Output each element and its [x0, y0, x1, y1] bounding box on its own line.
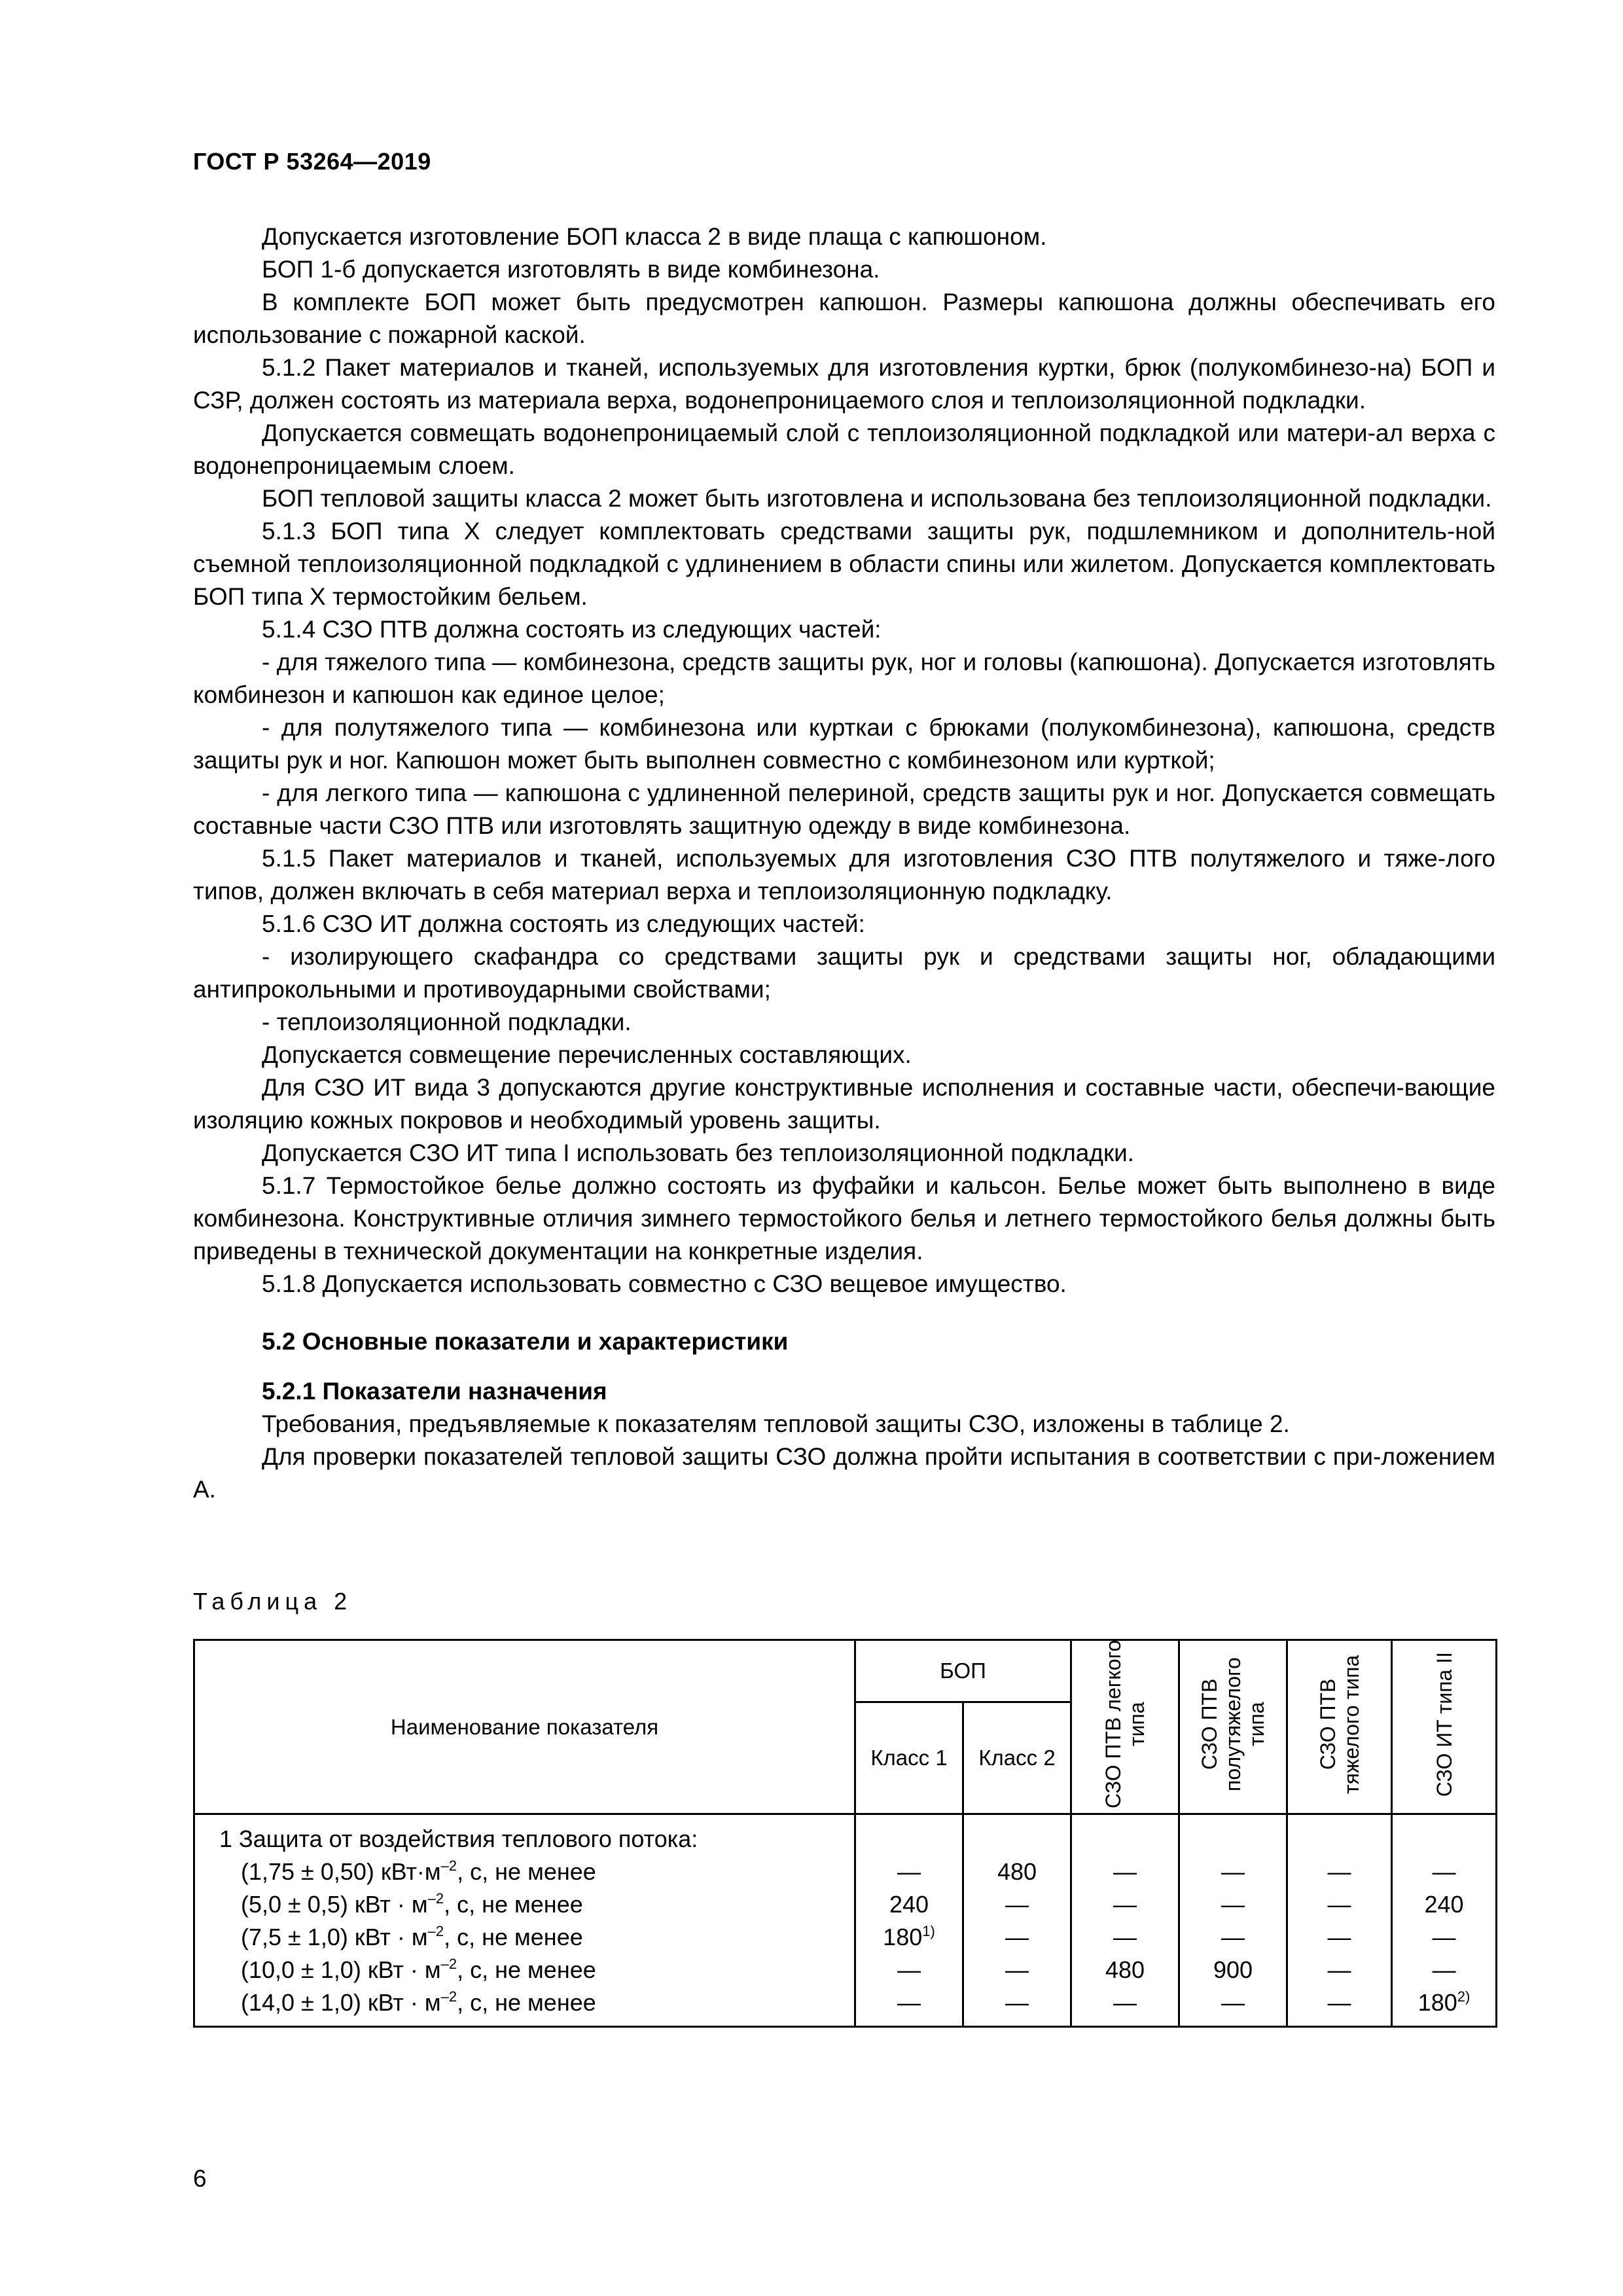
value-cell: —	[1221, 1858, 1245, 1885]
value-column-class2	[963, 1814, 1071, 2027]
paragraph: Допускается изготовление БОП класса 2 в виде плаща с капюшоном.	[262, 223, 1047, 250]
value-cell: —	[1221, 1891, 1245, 1918]
value-column-ptv-light	[1071, 1814, 1179, 2027]
paragraph: Допускается совмещать водонепроницаемый слой с теплоизоляционной подкладкой или матери-ал верха с водонепроницаемым слоем.	[193, 420, 1495, 479]
value-cell: —	[897, 1858, 921, 1885]
paragraph: БОП 1-б допускается изготовлять в виде комбинезона.	[262, 256, 880, 283]
paragraph: 5.1.5 Пакет материалов и тканей, используемых для изготовления СЗО ПТВ полутяжелого и тяже-лого типов, должен включать в себя материал верха и теплоизоляционную подкладку.	[193, 845, 1495, 905]
value-cell: 900	[1213, 1956, 1253, 1983]
value-cell: —	[1221, 1989, 1245, 2016]
indicator-title: 1 Защита от воздействия теплового потока:	[219, 1825, 698, 1852]
value-cell: —	[1221, 1924, 1245, 1950]
section-heading: 5.2 Основные показатели и характеристики	[262, 1328, 789, 1355]
value-cell: 240	[889, 1891, 929, 1918]
table-caption: Таблица 2	[193, 1588, 353, 1615]
header-szo-ptv-heavy: СЗО ПТВ тяжелого типа	[1287, 1640, 1392, 1814]
value-cell: —	[1432, 1858, 1456, 1885]
value-cell: —	[1327, 1858, 1351, 1885]
indicator-line: (1,75 ± 0,50) $кВт\cdot м^{-2}$, с, не менее	[241, 1857, 596, 1885]
paragraph: - теплоизоляционной подкладки.	[262, 1009, 632, 1035]
header-szo-ptv-light: СЗО ПТВ легкого типа	[1071, 1640, 1179, 1814]
value-cell: —	[1005, 1956, 1029, 1983]
value-cell: 240	[1424, 1891, 1464, 1918]
paragraph: Требования, предъявляемые к показателям тепловой защиты СЗО, изложены в таблице 2.	[262, 1410, 1290, 1437]
requirements-table	[193, 1639, 1497, 2028]
value-cell: —	[897, 1989, 921, 2016]
paragraph: - для полутяжелого типа — комбинезона или курткаи с брюками (полукомбинезона), капюшона, средств защиты рук и ног. Капюшон может быть выполнен совместно с комбинезоном или курткой;	[193, 714, 1495, 774]
paragraph: Допускается совмещение перечисленных составляющих.	[262, 1041, 912, 1068]
header-class-2: Класс 2	[963, 1702, 1071, 1814]
value-cell: —	[1005, 1924, 1029, 1950]
header-indicator-name: Наименование показателя	[194, 1640, 855, 1814]
header-bop: БОП	[855, 1640, 1071, 1702]
value-cell: —	[897, 1956, 921, 1983]
paragraph: Для проверки показателей тепловой защиты СЗО должна пройти испытания в соответствии с при-ложением А.	[193, 1443, 1495, 1503]
paragraph: 5.1.7 Термостойкое белье должно состоять из фуфайки и кальсон. Белье может быть выполнено в виде комбинезона. Конструктивные отличия зимнего термостойкого белья и летнего термостойкого белья должны быть приведены в технической документации на конкретные изделия.	[193, 1172, 1495, 1265]
indicator-line: (10,0 ± 1,0) кВт · $м^{-2}$, с, не менее	[241, 1956, 596, 1983]
value-cell: 480	[997, 1858, 1037, 1885]
value-cell: —	[1327, 1956, 1351, 1983]
value-cell: 480	[1105, 1956, 1145, 1983]
page-number: 6	[193, 2165, 207, 2192]
value-column-it2	[1392, 1814, 1497, 2027]
indicator-line: (5,0 ± 0,5) кВт · $м^{-2}$, с, не менее	[241, 1890, 583, 1918]
paragraph: 5.1.3 БОП типа Х следует комплектовать средствами защиты рук, подшлемником и дополнитель-ной съемной теплоизоляционной подкладкой с удлинением в области спины или жилетом. Допускается комплектовать БОП типа Х термостойким бельем.	[193, 518, 1495, 610]
value-column-class1	[855, 1814, 963, 2027]
value-cell: —	[1113, 1924, 1137, 1950]
paragraph: 5.1.2 Пакет материалов и тканей, используемых для изготовления куртки, брюк (полукомбинезо-на) БОП и СЗР, должен состоять из материала верха, водонепроницаемого слоя и теплоизоляционной подкладки.	[193, 354, 1495, 414]
paragraph: 5.1.8 Допускается использовать совместно с СЗО вещевое имущество.	[262, 1270, 1067, 1297]
value-cell: —	[1327, 1924, 1351, 1950]
paragraph: Для СЗО ИТ вида 3 допускаются другие конструктивные исполнения и составные части, обеспечи-вающие изоляцию кожных покровов и необходимый уровень защиты.	[193, 1074, 1495, 1134]
value-cell: —	[1005, 1989, 1029, 2016]
value-cell: —	[1432, 1956, 1456, 1983]
paragraph: 5.1.6 СЗО ИТ должна состоять из следующих частей:	[262, 910, 865, 937]
paragraph: В комплекте БОП может быть предусмотрен капюшон. Размеры капюшона должны обеспечивать его использование с пожарной каской.	[193, 289, 1495, 348]
value-cell: —	[1113, 1989, 1137, 2016]
paragraph: БОП тепловой защиты класса 2 может быть изготовлена и использована без теплоизоляционной подкладки.	[262, 485, 1492, 512]
header-szo-ptv-semi-heavy: СЗО ПТВ полутяжелого типа	[1179, 1640, 1287, 1814]
value-cell: —	[1113, 1891, 1137, 1918]
value-column-ptv-semi	[1179, 1814, 1287, 2027]
indicator-line: (14,0 ± 1,0) кВт · $м^{-2}$, с, не менее	[241, 1988, 596, 2016]
paragraph: - для легкого типа — капюшона с удлиненной пелериной, средств защиты рук и ног. Допускается совмещать составные части СЗО ПТВ или изготовлять защитную одежду в виде комбинезона.	[193, 780, 1495, 839]
value-cell: —	[1113, 1858, 1137, 1885]
indicator-cell	[194, 1814, 855, 2027]
value-column-ptv-heavy	[1287, 1814, 1392, 2027]
header-szo-it-type2: СЗО ИТ типа II	[1392, 1640, 1497, 1814]
document-code: ГОСТ Р 53264—2019	[193, 148, 431, 175]
paragraph: - изолирующего скафандра со средствами защиты рук и средствами защиты ног, обладающими антипрокольными и противоударными свойствами;	[193, 943, 1495, 1003]
indicator-line: (7,5 ± 1,0) кВт · $м^{-2}$, с, не менее	[241, 1923, 583, 1950]
subsection-heading: 5.2.1 Показатели назначения	[262, 1378, 607, 1405]
value-cell: —	[1327, 1891, 1351, 1918]
paragraph: Допускается СЗО ИТ типа I использовать без теплоизоляционной подкладки.	[262, 1139, 1135, 1166]
table-row	[194, 1814, 1497, 2027]
value-cell: —	[1327, 1989, 1351, 2016]
paragraph: 5.1.4 СЗО ПТВ должна состоять из следующих частей:	[262, 616, 882, 643]
value-cell: —	[1432, 1924, 1456, 1950]
value-cell: 180$^{1)}$	[883, 1923, 935, 1950]
header-class-1: Класс 1	[855, 1702, 963, 1814]
value-cell: —	[1005, 1891, 1029, 1918]
value-cell: 180$^{2)}$	[1418, 1988, 1471, 2016]
paragraph: - для тяжелого типа — комбинезона, средств защиты рук, ног и головы (капюшона). Допускается изготовлять комбинезон и капюшон как единое целое;	[193, 649, 1495, 708]
body-text	[193, 221, 1495, 1506]
